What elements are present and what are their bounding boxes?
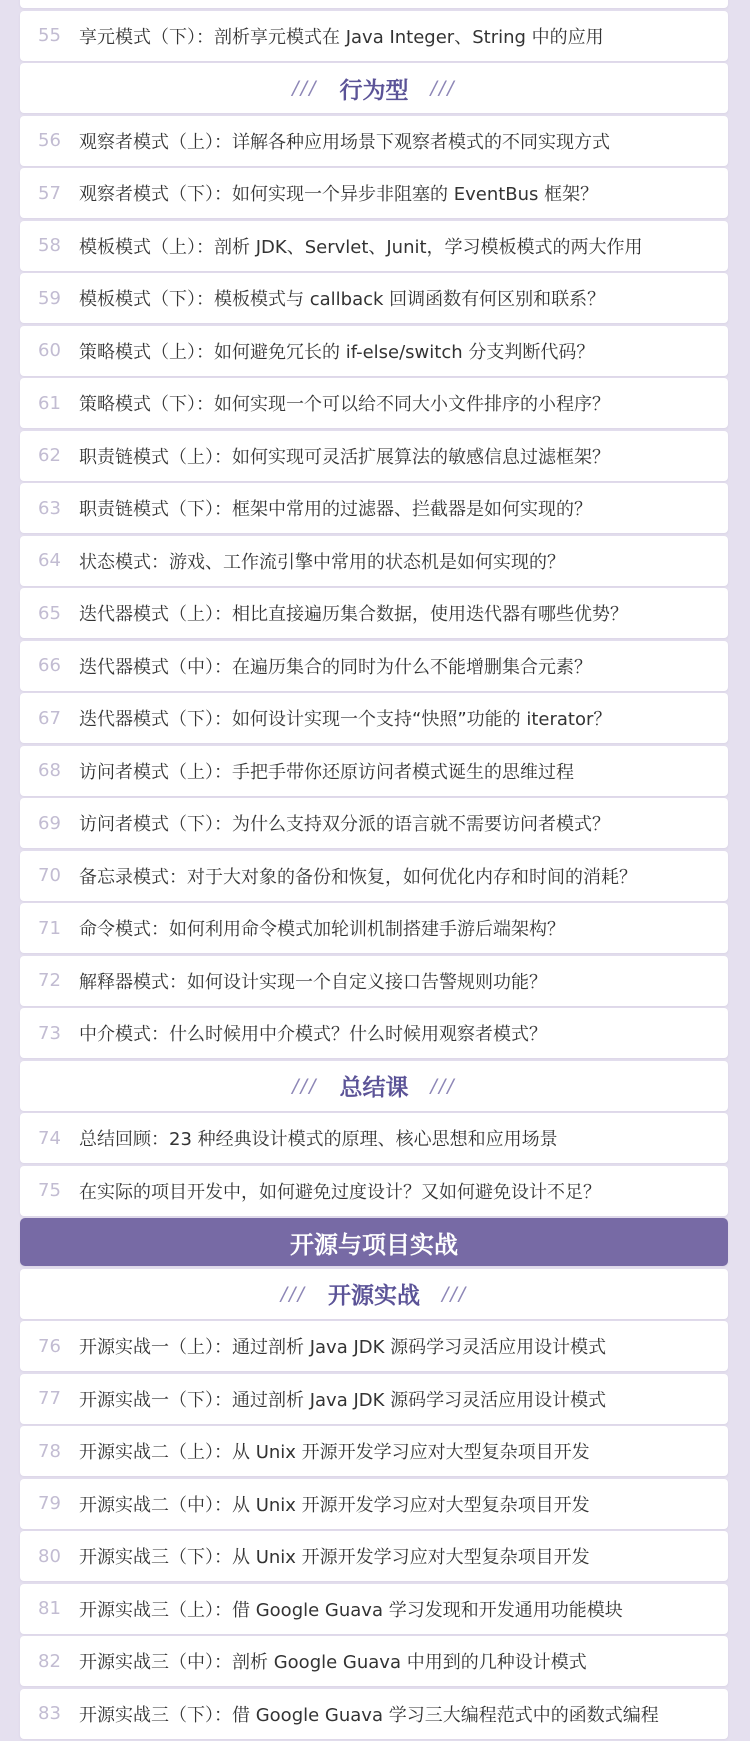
lesson-number: 59: [38, 287, 61, 309]
lesson-title: 开源实战三（下）：借 Google Guava 学习三大编程范式中的函数式编程: [79, 1704, 659, 1726]
section-decoration-left: ///: [280, 1282, 306, 1305]
lesson-title: 策略模式（下）：如何实现一个可以给不同大小文件排序的小程序？: [79, 394, 610, 415]
lesson-title: 访问者模式（下）：为什么支持双分派的语言就不需要访问者模式？: [79, 814, 610, 835]
lesson-number: 83: [38, 1703, 61, 1724]
lesson-number: 58: [38, 235, 61, 256]
lesson-number: 63: [38, 497, 61, 519]
lesson-number: 81: [38, 1598, 61, 1619]
lesson-title: 开源实战三（上）：借 Google Guava 学习发现和开发通用功能模块: [79, 1599, 623, 1621]
lesson-title: 策略模式（上）：如何避免冗长的 if-else/switch 分支判断代码？: [79, 341, 595, 363]
lesson-row[interactable]: [20, 1531, 728, 1581]
chapter-title: 开源与项目实战: [290, 1230, 458, 1259]
lesson-title: 命令模式：如何利用命令模式加轮训机制搭建手游后端架构？: [79, 919, 565, 940]
lesson-number: 73: [38, 1022, 61, 1044]
section-title: 总结课: [339, 1075, 409, 1101]
lesson-number: 60: [38, 340, 61, 361]
lesson-row[interactable]: [20, 798, 728, 848]
lesson-number: 67: [38, 707, 61, 729]
lesson-row[interactable]: [20, 641, 728, 691]
lesson-row[interactable]: [20, 483, 728, 533]
lesson-title: 中介模式：什么时候用中介模式？什么时候用观察者模式？: [79, 1024, 547, 1045]
lesson-number: 56: [38, 130, 61, 151]
lesson-title: 模板模式（下）：模板模式与 callback 回调函数有何区别和联系？: [79, 289, 606, 310]
lesson-row[interactable]: [20, 1321, 728, 1371]
lesson-number: 57: [38, 182, 61, 204]
lesson-number: 78: [38, 1440, 61, 1462]
lesson-number: 55: [38, 25, 61, 46]
lesson-title: 模板模式（上）：剖析 JDK、Servlet、Junit，学习模板模式的两大作用: [79, 236, 643, 258]
lesson-list: [20, 0, 728, 1741]
lesson-number: 76: [38, 1335, 61, 1357]
lesson-row[interactable]: [20, 851, 728, 901]
lesson-row[interactable]: [20, 746, 728, 796]
section-header: [20, 1061, 728, 1111]
lesson-row[interactable]: [20, 1426, 728, 1476]
lesson-row[interactable]: [20, 1689, 728, 1739]
lesson-row[interactable]: [20, 1479, 728, 1529]
section-decoration-left: ///: [292, 77, 318, 99]
lesson-row[interactable]: [20, 903, 728, 953]
lesson-number: 74: [38, 1127, 61, 1149]
lesson-title: 开源实战二（上）：从 Unix 开源开发学习应对大型复杂项目开发: [79, 1442, 590, 1463]
lesson-row[interactable]: [20, 168, 728, 218]
lesson-row[interactable]: [20, 1008, 728, 1058]
lesson-row[interactable]: [20, 693, 728, 743]
lesson-title: 享元模式（下）：剖析享元模式在 Java Integer、String 中的应用: [79, 26, 604, 48]
lesson-number: 71: [38, 917, 61, 939]
lesson-number: 77: [38, 1388, 61, 1409]
section-decoration-left: ///: [292, 1074, 318, 1097]
lesson-number: 62: [38, 445, 61, 466]
lesson-title: 解释器模式：如何设计实现一个自定义接口告警规则功能？: [79, 971, 547, 993]
lesson-title: 迭代器模式（中）：在遍历集合的同时为什么不能增删集合元素？: [79, 656, 592, 678]
lesson-title: 观察者模式（上）：详解各种应用场景下观察者模式的不同实现方式: [79, 131, 610, 153]
lesson-row[interactable]: [20, 273, 728, 323]
lesson-title: 备忘录模式：对于大对象的备份和恢复，如何优化内存和时间的消耗？: [79, 866, 637, 888]
lesson-number: 64: [38, 550, 61, 571]
lesson-row[interactable]: [20, 1636, 728, 1686]
lesson-row[interactable]: [20, 221, 728, 271]
lesson-row[interactable]: [20, 1166, 728, 1216]
lesson-number: 79: [38, 1493, 61, 1514]
lesson-number: 75: [38, 1180, 61, 1201]
lesson-number: 65: [38, 602, 61, 624]
section-decoration-right: ///: [442, 1282, 468, 1305]
lesson-number: 61: [38, 392, 61, 414]
section-header: [20, 1269, 728, 1319]
lesson-title: 迭代器模式（上）：相比直接遍历集合数据，使用迭代器有哪些优势？: [79, 604, 628, 625]
lesson-row[interactable]: [20, 536, 728, 586]
lesson-title: 职责链模式（上）：如何实现可灵活扩展算法的敏感信息过滤框架？: [79, 446, 610, 468]
section-decoration-right: ///: [430, 77, 456, 99]
section-header: [20, 63, 728, 113]
chapter-banner: [20, 1218, 728, 1266]
lesson-number: 68: [38, 760, 61, 781]
lesson-title: 开源实战三（中）：剖析 Google Guava 中用到的几种设计模式: [79, 1652, 587, 1673]
lesson-row[interactable]: [20, 326, 728, 376]
lesson-row[interactable]: [20, 1113, 728, 1163]
lesson-row[interactable]: [20, 378, 728, 428]
lesson-title: 访问者模式（上）：手把手带你还原访问者模式诞生的思维过程: [79, 761, 574, 783]
lesson-row[interactable]: [20, 1374, 728, 1424]
lesson-number: 69: [38, 812, 61, 834]
lesson-number: 80: [38, 1545, 61, 1567]
lesson-title: 总结回顾：23 种经典设计模式的原理、核心思想和应用场景: [79, 1129, 558, 1150]
lesson-row[interactable]: [20, 1584, 728, 1634]
lesson-row[interactable]: [20, 588, 728, 638]
lesson-title: 迭代器模式（下）：如何设计实现一个支持“快照”功能的 iterator？: [79, 709, 612, 730]
lesson-title: 职责链模式（下）：框架中常用的过滤器、拦截器是如何实现的？: [79, 499, 592, 520]
lesson-row[interactable]: [20, 11, 728, 61]
lesson-row[interactable]: [20, 116, 728, 166]
lesson-title: 开源实战二（中）：从 Unix 开源开发学习应对大型复杂项目开发: [79, 1494, 590, 1516]
lesson-row[interactable]: [20, 0, 728, 8]
lesson-row[interactable]: [20, 956, 728, 1006]
lesson-title: 观察者模式（下）：如何实现一个异步非阻塞的 EventBus 框架？: [79, 184, 599, 205]
lesson-number: 70: [38, 865, 61, 886]
lesson-title: 在实际的项目开发中，如何避免过度设计？又如何避免设计不足？: [79, 1181, 601, 1203]
lesson-number: 82: [38, 1650, 61, 1672]
lesson-title: 开源实战三（下）：从 Unix 开源开发学习应对大型复杂项目开发: [79, 1547, 590, 1568]
section-title: 行为型: [339, 77, 409, 104]
lesson-row[interactable]: [20, 431, 728, 481]
lesson-number: 66: [38, 655, 61, 676]
section-decoration-right: ///: [430, 1074, 456, 1097]
lesson-title: 开源实战一（下）：通过剖析 Java JDK 源码学习灵活应用设计模式: [79, 1389, 607, 1411]
section-title: 开源实战: [328, 1283, 420, 1309]
lesson-number: 72: [38, 970, 61, 991]
lesson-title: 状态模式：游戏、工作流引擎中常用的状态机是如何实现的？: [79, 551, 565, 573]
lesson-title: 开源实战一（上）：通过剖析 Java JDK 源码学习灵活应用设计模式: [79, 1337, 607, 1358]
